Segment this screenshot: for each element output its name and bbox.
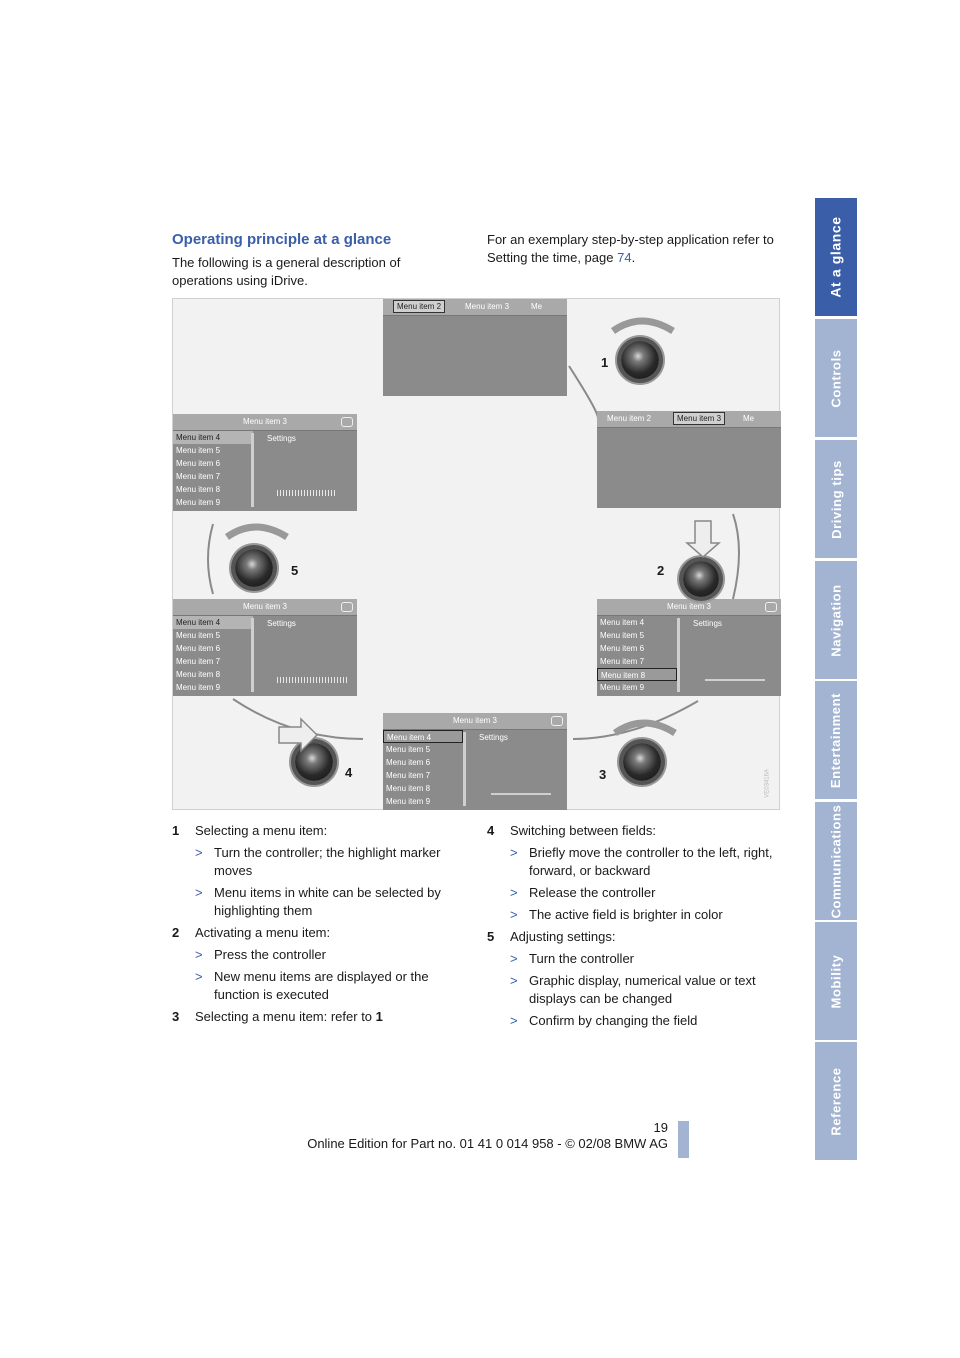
section-heading: Operating principle at a glance bbox=[172, 231, 392, 248]
tab-controls[interactable]: Controls bbox=[815, 319, 857, 437]
press-arrow-icon bbox=[687, 521, 719, 557]
tab-at-a-glance[interactable]: At a glance bbox=[815, 198, 857, 316]
menu-item-highlighted: Menu item 8 bbox=[597, 668, 677, 681]
screen-right-lower: Menu item 3 Menu item 4 Menu item 5 Menu item 6 Menu item 7 Menu item 8 Menu item 9 Settings bbox=[597, 599, 781, 696]
idrive-figure bbox=[172, 298, 780, 810]
menu-item: Menu item 8 bbox=[386, 784, 431, 793]
step-subitem: > Menu items in white can be selected by highlighting them bbox=[195, 885, 441, 918]
menu-item: Menu item 5 bbox=[176, 446, 221, 455]
tab-communications[interactable]: Communications bbox=[815, 802, 857, 920]
menu-item: Menu item 7 bbox=[386, 771, 431, 780]
menu-item: Menu item 6 bbox=[176, 644, 221, 653]
menu-item: Menu item 4 bbox=[173, 431, 253, 444]
motion-arrows bbox=[173, 299, 781, 811]
screen-top: Menu item 2 Menu item 3 Me bbox=[383, 299, 567, 396]
tab-reference[interactable]: Reference bbox=[815, 1042, 857, 1160]
page-link[interactable]: 74 bbox=[617, 250, 632, 265]
step-number: 3 bbox=[599, 767, 607, 782]
step-item: 5 Adjusting settings: bbox=[487, 929, 616, 944]
step-subitem: > Release the controller bbox=[510, 885, 656, 900]
menu-item: Menu item 9 bbox=[600, 683, 645, 692]
menu-item: Menu item 7 bbox=[176, 472, 221, 481]
step-item: 3 Selecting a menu item: refer to 1 bbox=[172, 1009, 383, 1024]
menu-item: Menu item 8 bbox=[176, 670, 221, 679]
steps-list-right bbox=[487, 822, 781, 1034]
step-subitem: > Turn the controller; the highlight marker moves bbox=[195, 845, 441, 878]
step-subitem: > New menu items are displayed or the function is executed bbox=[195, 969, 429, 1002]
menu-item: Menu item 6 bbox=[176, 459, 221, 468]
step-subitem: > Press the controller bbox=[195, 947, 326, 962]
tab-mobility[interactable]: Mobility bbox=[815, 922, 857, 1040]
step-number: 2 bbox=[657, 563, 665, 578]
screen-bottom: Menu item 3 Menu item 4 Menu item 5 Menu item 6 Menu item 7 Menu item 8 Menu item 9 Settings bbox=[383, 713, 567, 810]
step-item: 2 Activating a menu item: bbox=[172, 925, 331, 940]
rotate-arrow-icon bbox=[615, 723, 675, 733]
rotate-arrow-icon bbox=[613, 321, 673, 331]
screen-left-lower: Menu item 3 Menu item 4 Menu item 5 Menu item 6 Menu item 7 Menu item 8 Menu item 9 Settings bbox=[173, 599, 357, 696]
push-arrow-icon bbox=[279, 719, 317, 751]
menu-item: Menu item 9 bbox=[386, 797, 431, 806]
menu-item: Menu item 4 bbox=[600, 618, 645, 627]
step-number: 4 bbox=[345, 765, 353, 780]
screen-right-upper: Menu item 2 Menu item 3 Me bbox=[597, 411, 781, 508]
tab-entertainment[interactable]: Entertainment bbox=[815, 681, 857, 799]
chapter-tabs bbox=[815, 198, 857, 1160]
rotate-arrow-icon bbox=[227, 527, 287, 537]
intro-text: The following is a general description of operations using iDrive. bbox=[172, 255, 401, 288]
step-number: 5 bbox=[291, 563, 299, 578]
menu-item: Menu item 7 bbox=[600, 657, 645, 666]
step-item: 1 Selecting a menu item: bbox=[172, 823, 328, 838]
page-number: 19 bbox=[653, 1120, 668, 1135]
menu-item: Menu item 8 bbox=[176, 485, 221, 494]
menu-item: Menu item 4 bbox=[173, 616, 253, 629]
step-subitem: > Turn the controller bbox=[510, 951, 635, 966]
menu-item: Menu item 7 bbox=[176, 657, 221, 666]
menu-item: Menu item 9 bbox=[176, 683, 221, 692]
steps-list-left bbox=[172, 822, 466, 1030]
menu-item: Menu item 6 bbox=[386, 758, 431, 767]
footer-text: Online Edition for Part no. 01 41 0 014 958 - © 02/08 BMW AG bbox=[307, 1136, 668, 1151]
tab-driving-tips[interactable]: Driving tips bbox=[815, 440, 857, 558]
menu-item: Menu item 9 bbox=[176, 498, 221, 507]
menu-item: Menu item 6 bbox=[600, 644, 645, 653]
menu-item-highlighted: Menu item 4 bbox=[383, 730, 463, 743]
figure-code: VE03416A bbox=[765, 769, 771, 798]
menu-item: Menu item 5 bbox=[386, 745, 431, 754]
step-number: 1 bbox=[601, 355, 609, 370]
screen-left-upper: Menu item 3 Menu item 4 Menu item 5 Menu item 6 Menu item 7 Menu item 8 Menu item 9 Settings bbox=[173, 414, 357, 511]
menu-item: Menu item 5 bbox=[176, 631, 221, 640]
tab-navigation[interactable]: Navigation bbox=[815, 561, 857, 679]
step-subitem: > Briefly move the controller to the left, right, forward, or backward bbox=[510, 845, 773, 878]
step-subitem: > Graphic display, numerical value or text displays can be changed bbox=[510, 973, 756, 1006]
step-item: 4 Switching between fields: bbox=[487, 823, 656, 838]
footer-bar bbox=[678, 1121, 689, 1158]
step-subitem: > The active field is brighter in color bbox=[510, 907, 723, 922]
step-subitem: > Confirm by changing the field bbox=[510, 1013, 698, 1028]
intro-reference: For an exemplary step-by-step application refer to Setting the time, page 74. bbox=[487, 232, 774, 265]
menu-item: Menu item 5 bbox=[600, 631, 645, 640]
